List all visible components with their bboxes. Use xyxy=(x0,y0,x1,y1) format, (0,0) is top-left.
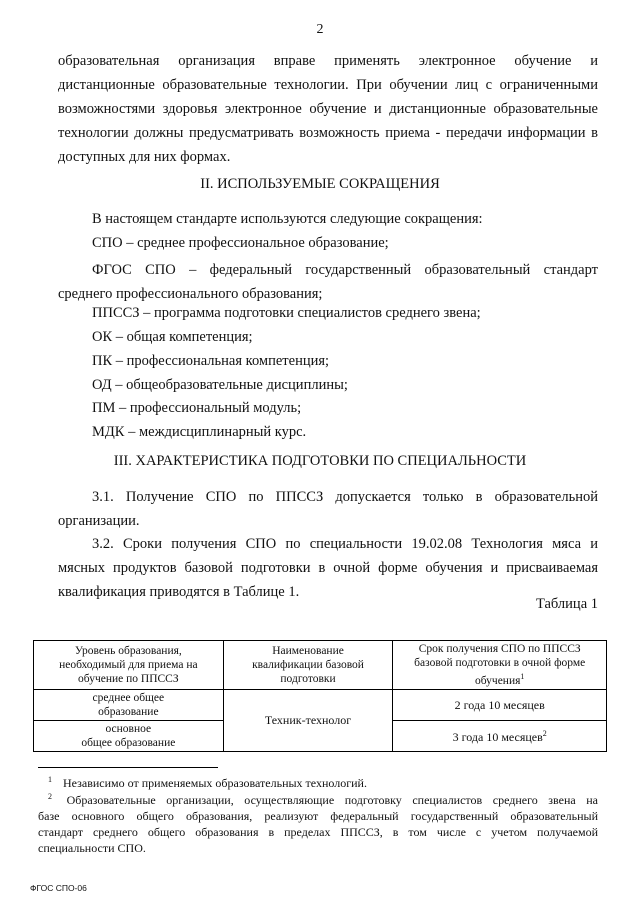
cell-education-level xyxy=(34,720,224,751)
cell-text: 3 года 10 месяцев xyxy=(452,730,543,745)
text-line: возможностями здоровья электронное обучение и дистанционные образовательные xyxy=(58,101,598,117)
page-footer: ФГОС СПО-06 xyxy=(30,883,87,893)
cell-text: 2 года 10 месяцев xyxy=(454,697,545,712)
paragraph-3-1 xyxy=(58,485,598,533)
text-line: доступных для них формах. xyxy=(58,149,231,165)
cell-line: общее образование xyxy=(81,736,176,749)
intro-paragraph xyxy=(58,49,598,169)
header-line: Уровень образования, xyxy=(74,644,182,657)
footnote-2 xyxy=(38,789,598,856)
paragraph-3-2 xyxy=(58,532,598,604)
header-education-level xyxy=(34,641,224,690)
section-2-title: II. ИСПОЛЬЗУЕМЫЕ СОКРАЩЕНИЯ xyxy=(200,176,440,192)
cell-line: основное xyxy=(105,722,152,735)
header-text: обучения xyxy=(475,674,521,687)
text-line: базе основного общего образования, реализуют федеральный государственный образовательный xyxy=(38,809,598,823)
footnote-ref: 1 xyxy=(520,672,525,681)
cell-text: Техник-технолог xyxy=(264,713,352,728)
cell-study-term xyxy=(393,720,607,751)
header-line: обучение по ППССЗ xyxy=(78,672,179,685)
text-line: 3.2. Сроки получения СПО по специальности 19.02.08 Технология мяса и xyxy=(92,536,598,552)
text-line: среднего профессионального образования; xyxy=(58,286,323,302)
abbr-ppssz: ППССЗ – программа подготовки специалистов среднего звена; xyxy=(92,305,481,321)
text-line xyxy=(38,789,598,808)
abbr-fgos xyxy=(58,258,598,306)
text-line: технологии должны предусматривать возможность приема - передачи информации в xyxy=(58,125,598,141)
section-3-title: III. ХАРАКТЕРИСТИКА ПОДГОТОВКИ ПО СПЕЦИАЛЬНОСТИ xyxy=(113,453,527,469)
header-line: Наименование xyxy=(272,644,344,657)
abbr-pk: ПК – профессиональная компетенция; xyxy=(92,353,330,369)
cell-qualification xyxy=(223,689,393,751)
text-line: образовательная организация вправе применять электронное обучение и xyxy=(58,53,598,69)
abbr-od: ОД – общеобразовательные дисциплины; xyxy=(92,377,348,393)
footnote-mark: 2 xyxy=(48,792,52,801)
qualification-table xyxy=(33,640,607,752)
abbr-spo: СПО – среднее профессиональное образование; xyxy=(92,235,389,251)
text-line: стандарт среднего общего образования в пределах ППССЗ, в том числе с учетом получаемой xyxy=(38,825,598,839)
header-line xyxy=(397,670,602,688)
footnote-text: Независимо от применяемых образовательных технологий. xyxy=(63,776,367,790)
text-line: дистанционные образовательные технологии. При обучении лиц с ограниченными xyxy=(58,77,598,93)
header-line: необходимый для приема на xyxy=(59,658,198,671)
page-number: 2 xyxy=(316,22,324,37)
footnote-mark: 1 xyxy=(48,775,52,784)
cell-line: среднее общее xyxy=(92,691,165,704)
text-line: организации. xyxy=(58,513,140,529)
cell-study-term xyxy=(393,689,607,720)
footnote-ref: 2 xyxy=(542,729,547,739)
table-row xyxy=(34,689,607,720)
table-header-row xyxy=(34,641,607,690)
table-caption: Таблица 1 xyxy=(535,596,598,612)
header-qualification xyxy=(223,641,393,690)
abbr-intro: В настоящем стандарте используются следующие сокращения: xyxy=(92,211,483,227)
text-line: 3.1. Получение СПО по ППССЗ допускается только в образовательной xyxy=(92,489,598,505)
text-line: квалификация приводятся в Таблице 1. xyxy=(58,584,300,600)
text-line: специальности СПО. xyxy=(38,841,146,855)
header-study-term xyxy=(393,641,607,690)
footnote-text: Образовательные организации, осуществляющие подготовку специалистов среднего звена на xyxy=(66,793,599,807)
text-line: ФГОС СПО – федеральный государственный образовательный стандарт xyxy=(92,262,598,278)
abbr-pm: ПМ – профессиональный модуль; xyxy=(92,400,302,416)
header-line: подготовки xyxy=(280,672,336,685)
cell-line: образование xyxy=(98,705,159,718)
footnote-divider xyxy=(38,767,218,768)
text-line: мясных продуктов базовой подготовки в очной форме обучения и присваиваемая xyxy=(58,560,598,576)
abbr-ok: ОК – общая компетенция; xyxy=(92,329,253,345)
header-line: квалификации базовой xyxy=(252,658,364,671)
header-line: базовой подготовки в очной форме xyxy=(414,657,586,669)
header-line: Срок получения СПО по ППССЗ xyxy=(418,643,581,655)
abbr-mdk: МДК – междисциплинарный курс. xyxy=(92,424,307,440)
cell-education-level xyxy=(34,689,224,720)
